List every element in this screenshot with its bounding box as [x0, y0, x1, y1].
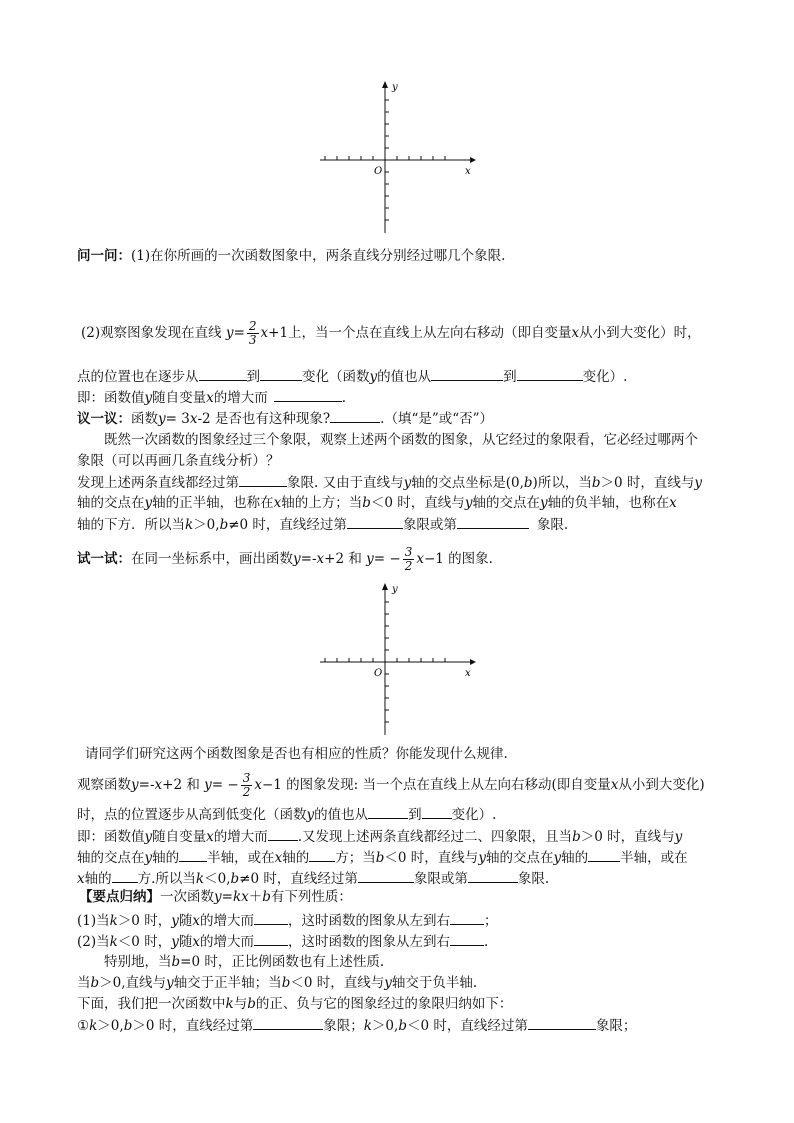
blank[interactable] — [368, 805, 408, 819]
blank[interactable] — [431, 367, 503, 381]
blank[interactable] — [450, 932, 484, 946]
blank[interactable] — [528, 1016, 596, 1030]
text-line-14: 时，点的位置逐步从高到低变化（函数y的值也从 到 变化）. — [77, 807, 497, 823]
blank[interactable] — [422, 805, 452, 819]
fraction-2-3: $\frac{2}{3}$ — [248, 319, 257, 347]
text-line-9: 轴的交点在y轴的正半轴，也称在x轴的上方；当b＜0 时，直线与y轴的交点在y轴的负半轴，也称在x — [77, 495, 677, 511]
blank[interactable] — [112, 869, 138, 883]
blank[interactable] — [179, 848, 207, 862]
y-axis-arrow — [382, 81, 388, 88]
blank[interactable] — [254, 932, 288, 946]
blank[interactable] — [309, 848, 335, 862]
blank[interactable] — [254, 911, 288, 925]
discussion-line: 议一议：函数y= 3x-2 是否也有这种现象? .（填“是”或“否”） — [77, 411, 494, 427]
text-line-7: 象限（可以再画几条直线分析）？ — [77, 453, 280, 469]
x-axis-arrow — [470, 157, 476, 163]
text-line-12: 请同学们研究这两个函数图象是否也有相应的性质？你能发现什么规律. — [85, 746, 508, 762]
key-points-line: 【要点归纳】一次函数y=kx＋b有下列性质： — [79, 889, 352, 905]
property-1: (1)当k＞0 时，y随x的增大而 ，这时函数的图象从左到右 ； — [77, 913, 498, 929]
blank[interactable] — [468, 869, 518, 883]
text-line-22: 当b＞0,直线与y轴交于正半轴；当b＜0 时，直线与y轴交于负半轴. — [77, 975, 478, 991]
blank[interactable] — [199, 367, 247, 381]
blank[interactable] — [239, 473, 287, 487]
blank[interactable] — [268, 827, 298, 841]
text-line-16: 轴的交点在y轴的 半轴，或在x轴的 方；当b＜0 时，直线与y轴的交点在y轴的 半轴，或在 — [77, 850, 688, 866]
x-axis-label: x — [465, 166, 471, 177]
blank[interactable] — [274, 388, 342, 402]
blank[interactable] — [260, 367, 302, 381]
origin-label: O — [374, 668, 383, 679]
blank[interactable] — [253, 1016, 323, 1030]
fill-line-4: 即：函数值y随自变量x的增大而 . — [77, 390, 347, 406]
text-line-24: ①k＞0,b＞0 时，直线经过第 象限；k＞0,b＜0 时，直线经过第 象限； — [77, 1018, 637, 1034]
text-line-21: 特别地，当b=0 时，正比例函数也有上述性质. — [104, 954, 385, 970]
x-axis-label: x — [465, 668, 471, 679]
text-line-10: 轴的下方．所以当k＞0,b≠0 时，直线经过第 象限或第 象限. — [77, 517, 569, 533]
fraction-3-2: $\frac{3}{2}$ — [404, 545, 413, 573]
text-line-23: 下面，我们把一次函数中k与b的正、负与它的图象经过的象限归纳如下： — [77, 996, 513, 1012]
coordinate-grid-2 — [310, 580, 480, 740]
question-2-line: (2)观察图象发现在直线 y= $\frac{2}{3}$ x+1上，当一个点在直线上从左向右移动（即自变量x从小到大变化）时， — [81, 319, 701, 347]
blank[interactable] — [457, 515, 529, 529]
text-line-8: 发现上述两条直线都经过第 象限. 又由于直线与y轴的交点坐标是(0,b)所以，当b＞0 时，直线与y — [77, 475, 703, 491]
y-axis-label: y — [392, 584, 398, 595]
blank[interactable] — [517, 367, 583, 381]
blank[interactable] — [450, 911, 484, 925]
coordinate-grid-1 — [310, 78, 480, 238]
blank[interactable] — [330, 409, 380, 423]
question-1: 问一问：(1)在你所画的一次函数图象中，两条直线分别经过哪几个象限. — [77, 248, 506, 264]
property-2: (2)当k＜0 时，y随x的增大而 ，这时函数的图象从左到右 . — [77, 934, 489, 950]
text-line-6: 既然一次函数的图象经过三个象限，观察上述两个函数的图象，从它经过的象限看，它必经过哪两个 — [104, 432, 698, 448]
fraction-3-2: $\frac{3}{2}$ — [242, 771, 251, 799]
try-it-line: 试一试：在同一坐标系中，画出函数y=-x+2 和 y= − $\frac{3}{2}$ x−1 的图象. — [77, 545, 493, 573]
origin-label: O — [374, 166, 383, 177]
blank[interactable] — [588, 848, 620, 862]
fill-line-3: 点的位置也在逐步从 到 变化（函数y的值也从 到 变化）. — [77, 369, 628, 385]
y-axis-arrow — [382, 583, 388, 590]
blank[interactable] — [358, 869, 414, 883]
text-line-17: x轴的 方.所以当k＜0,b≠0 时，直线经过第 象限或第 象限. — [77, 871, 550, 887]
text-line-15: 即：函数值y随自变量x的增大而 .又发现上述两条直线都经过二、四象限，且当b＞0 时，直线与y — [77, 829, 683, 845]
x-axis-arrow — [470, 659, 476, 665]
text-line-13: 观察函数y=-x+2 和 y= − $\frac{3}{2}$ x−1 的图象发现: 当一个点在直线上从左向右移动(即自变量x从小到大变化) — [77, 771, 705, 799]
blank[interactable] — [347, 515, 403, 529]
y-axis-label: y — [392, 82, 398, 93]
